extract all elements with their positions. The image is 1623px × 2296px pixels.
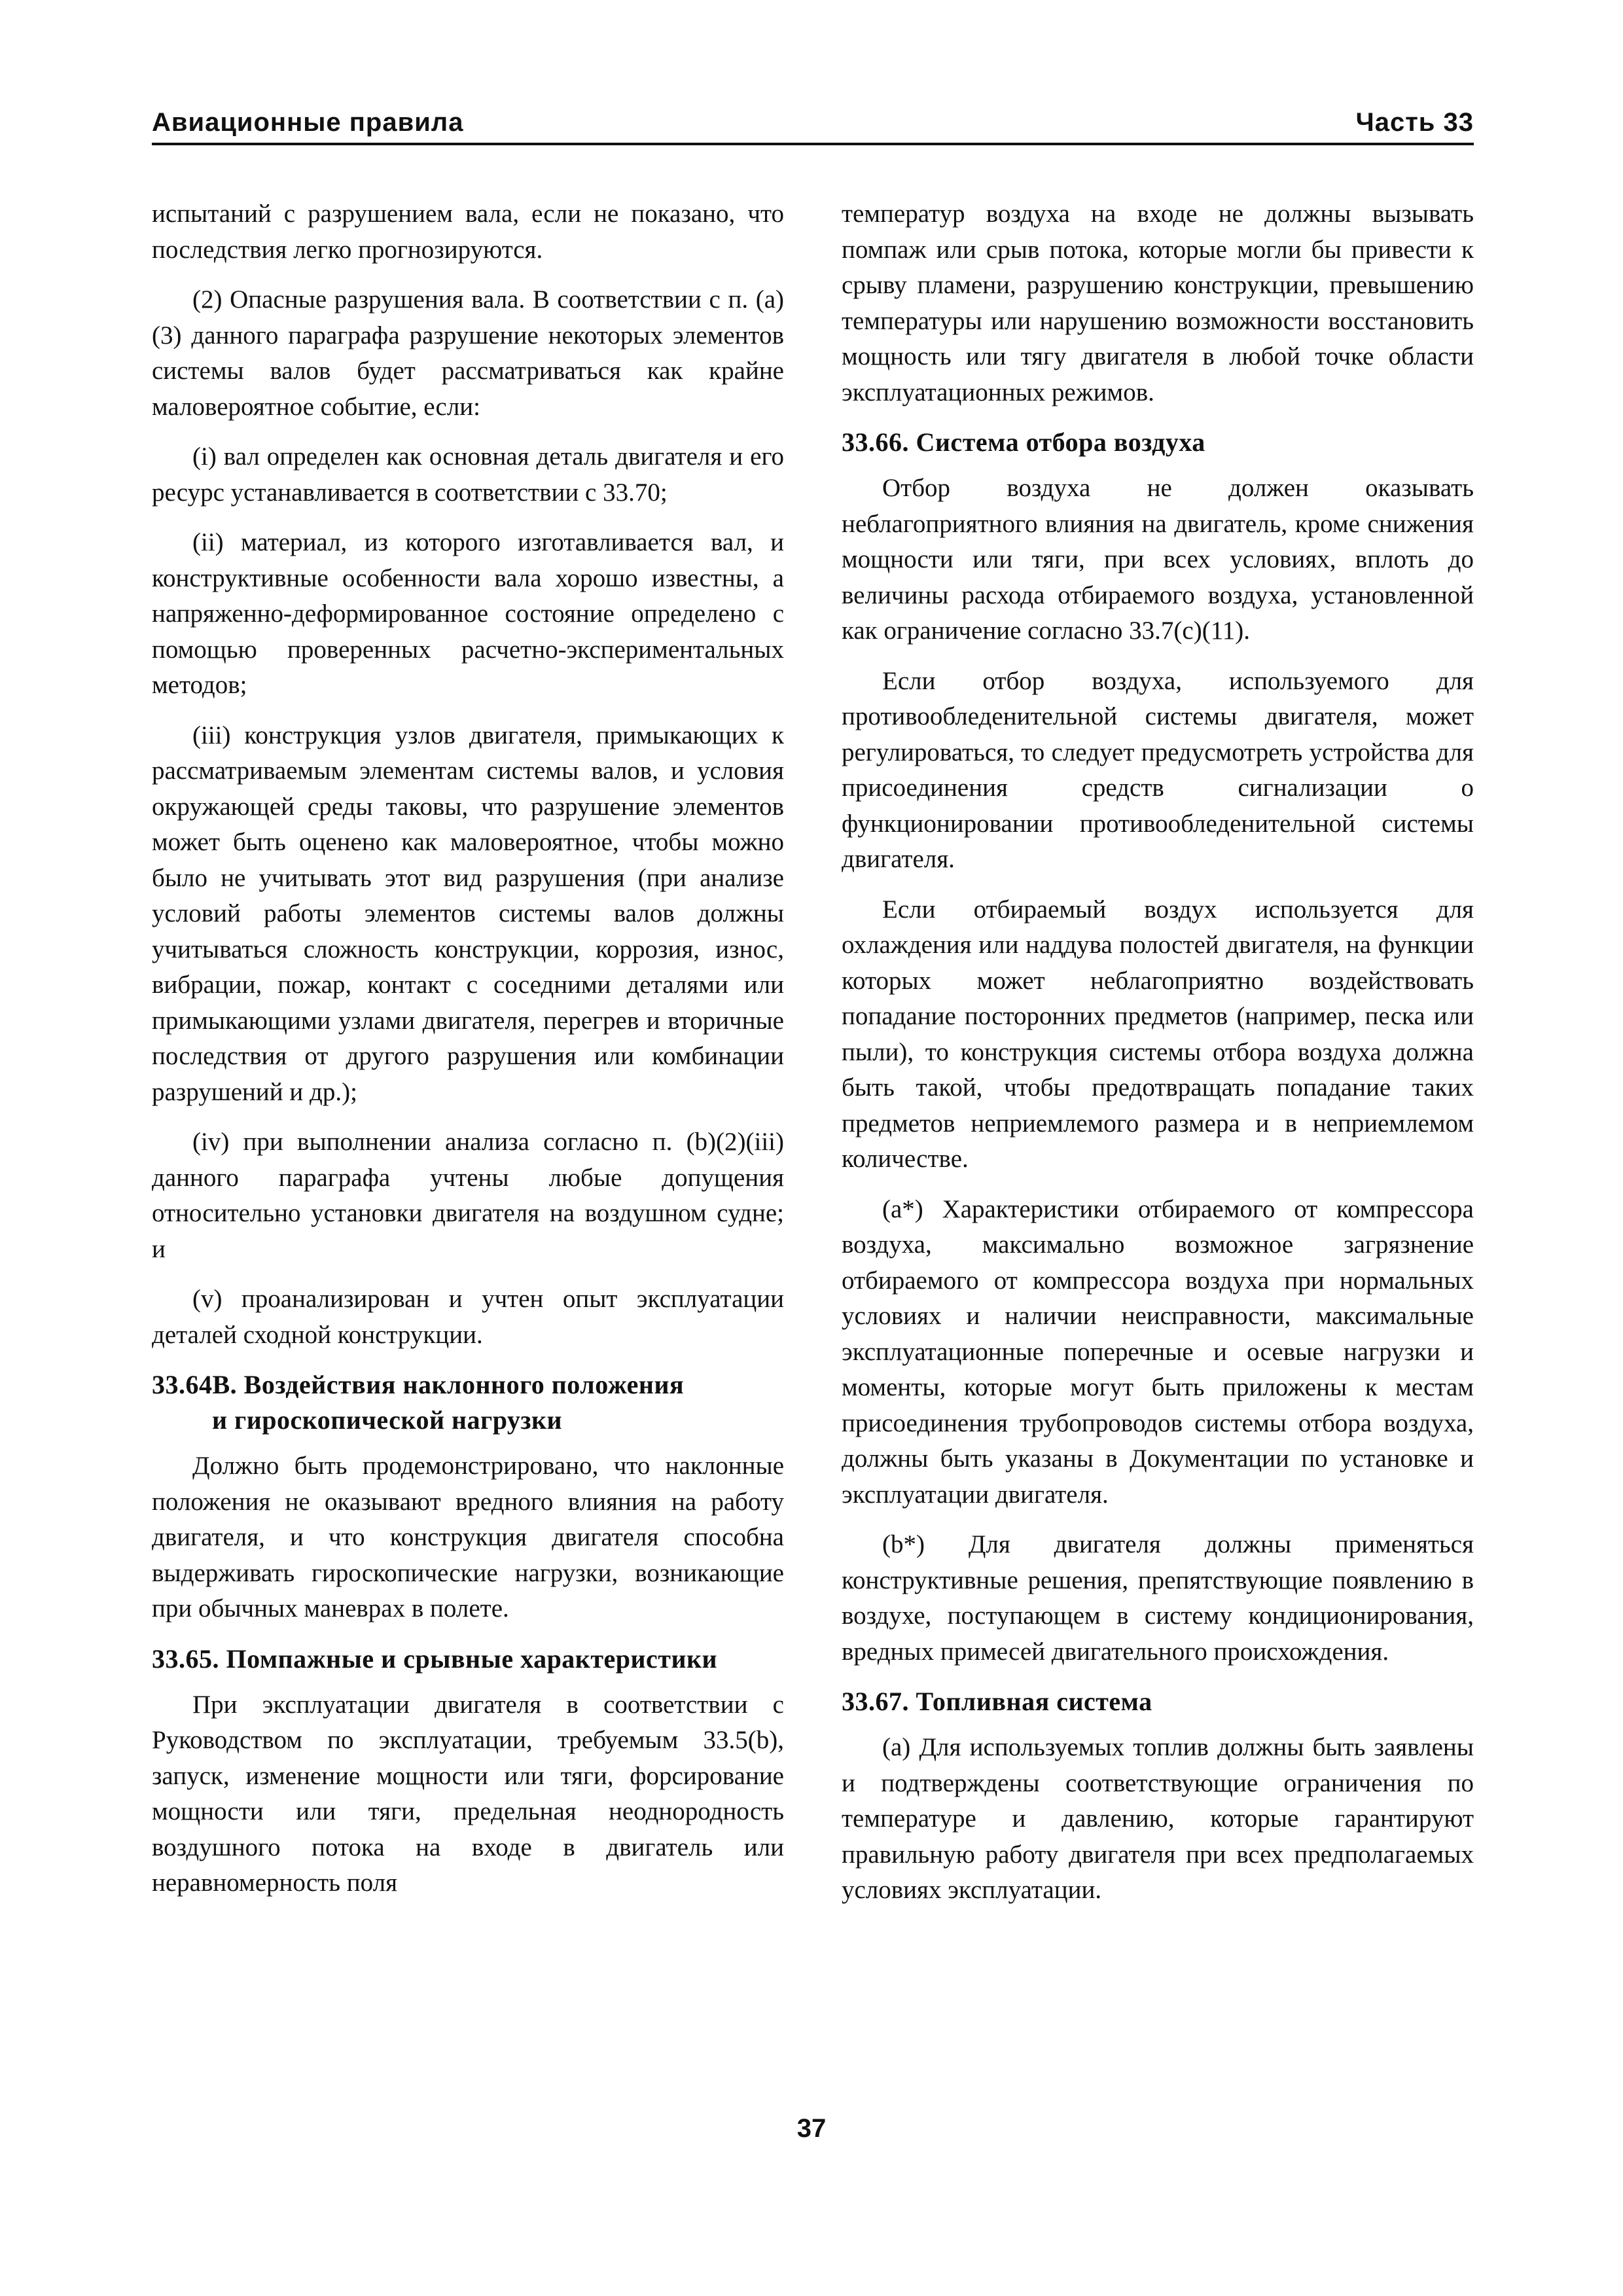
paragraph-item-v: (v) проанализирован и учтен опыт эксплуатации деталей сходной конструкции. xyxy=(152,1285,784,1349)
section-heading-33-64b-line2: и гироскопической нагрузки xyxy=(212,1405,563,1435)
page-number: 37 xyxy=(796,2114,827,2143)
paragraph-33-66-1: Отбор воздуха не должен оказывать неблагоприятного влияния на двигатель, кроме снижения мощности или тяги, при всех условиях, вплоть до величины расхода отбираемого воздуха, установленной как ограничение согласно 33.7(c)(11). xyxy=(842,474,1474,645)
paragraph-33-65: При эксплуатации двигателя в соответствии с Руководством по эксплуатации, требуемым 33.5(b), запуск, изменение мощности или тяги, форсирование мощности или тяги, предельная неоднородность воздушного потока на входе в двигатель или неравномерность поля xyxy=(152,1690,784,1897)
paragraph-item-ii: (ii) материал, из которого изготавливается вал, и конструктивные особенности вала хорошо известны, а напряженно-деформированное состояние определено с помощью проверенных расчетно-экспериментальных методов; xyxy=(152,528,784,699)
section-heading-33-65 xyxy=(152,1641,784,1677)
paragraph-33-64b: Должно быть продемонстрировано, что наклонные положения не оказывают вредного влияния на работу двигателя, и что конструкция двигателя способна выдерживать гироскопические нагрузки, возникающие при обычных маневрах в полете. xyxy=(152,1452,784,1623)
section-heading-33-66 xyxy=(842,425,1474,460)
header-part: Часть 33 xyxy=(1355,108,1474,137)
right-column xyxy=(842,196,1474,1923)
section-heading-33-64b xyxy=(152,1367,784,1438)
running-header xyxy=(152,105,1474,145)
paragraph-33-67-a: (a) Для используемых топлив должны быть заявлены и подтверждены соответствующие ограничения по температуре и давлению, которые гарантируют правильную работу двигателя при всех предполагаемых условиях эксплуатации. xyxy=(842,1733,1474,1904)
paragraph-item-i: (i) вал определен как основная деталь двигателя и его ресурс устанавливается в соответствии с 33.70; xyxy=(152,442,784,507)
paragraph-hazardous-failures: (2) Опасные разрушения вала. В соответствии с п. (a)(3) данного параграфа разрушение некоторых элементов системы валов будет рассматриваться как крайне маловероятное событие, если: xyxy=(152,285,784,421)
section-heading-33-67 xyxy=(842,1684,1474,1719)
section-heading-33-66-text: 33.66. Система отбора воздуха xyxy=(842,427,1205,457)
header-title: Авиационные правила xyxy=(152,108,464,137)
section-heading-33-65-text: 33.65. Помпажные и срывные характеристики xyxy=(152,1643,718,1674)
paragraph-33-66-a: (a*) Характеристики отбираемого от компрессора воздуха, максимально возможное загрязнение отбираемого от компрессора воздуха при нормальных условиях и наличии неисправности, максимальные эксплуатационные поперечные и осевые нагрузки и моменты, которые могут быть приложены к местам присоединения трубопроводов системы отбора воздуха, должны быть указаны в Документации по установке и эксплуатации двигателя. xyxy=(842,1194,1474,1509)
paragraph-33-66-3: Если отбираемый воздух используется для охлаждения или наддува полостей двигателя, на функции которых может неблагоприятно воздействовать попадание посторонних предметов (например, песка или пыли), то конструкция системы отбора воздуха должна быть такой, чтобы предотвращать попадание таких предметов неприемлемого размера и в неприемлемом количестве. xyxy=(842,895,1474,1173)
section-heading-33-64b-line1: 33.64B. Воздействия наклонного положения xyxy=(152,1370,685,1399)
paragraph-item-iii: (iii) конструкция узлов двигателя, примыкающих к рассматриваемым элементам системы валов, и условия окружающей среды таковы, что разрушение элементов может быть оценено как маловероятное, чтобы можно было не учитывать этот вид разрушения (при анализе условий работы элементов системы валов должны учитываться сложность конструкции, коррозия, износ, вибрации, пожар, контакт с соседними деталями или примыкающими узлами двигателя, перегрев и вторичные последствия от другого разрушения или комбинации разрушений и др.); xyxy=(152,721,784,1106)
paragraph-continuation: температур воздуха на входе не должны вызывать помпаж или срыв потока, которые могли бы привести к срыву пламени, разрушению конструкции, превышению температуры или нарушению возможности восстановить мощность или тягу двигателя в любой точке области эксплуатационных режимов. xyxy=(842,200,1474,406)
paragraph-33-66-2: Если отбор воздуха, используемого для противообледенительной системы двигателя, может регулироваться, то следует предусмотреть устройства для присоединения средств сигнализации о функционировании противообледенительной системы двигателя. xyxy=(842,666,1474,873)
paragraph-item-iv: (iv) при выполнении анализа согласно п. (b)(2)(iii) данного параграфа учтены любые допущения относительно установки двигателя на воздушном судне; и xyxy=(152,1128,784,1263)
section-heading-33-67-text: 33.67. Топливная система xyxy=(842,1687,1152,1716)
left-column xyxy=(152,196,784,1916)
paragraph-continuation: испытаний с разрушением вала, если не показано, что последствия легко прогнозируются. xyxy=(152,200,784,264)
paragraph-33-66-b: (b*) Для двигателя должны применяться конструктивные решения, препятствующие появлению в воздухе, поступающем в систему кондиционирования, вредных примесей двигательного происхождения. xyxy=(842,1530,1474,1666)
